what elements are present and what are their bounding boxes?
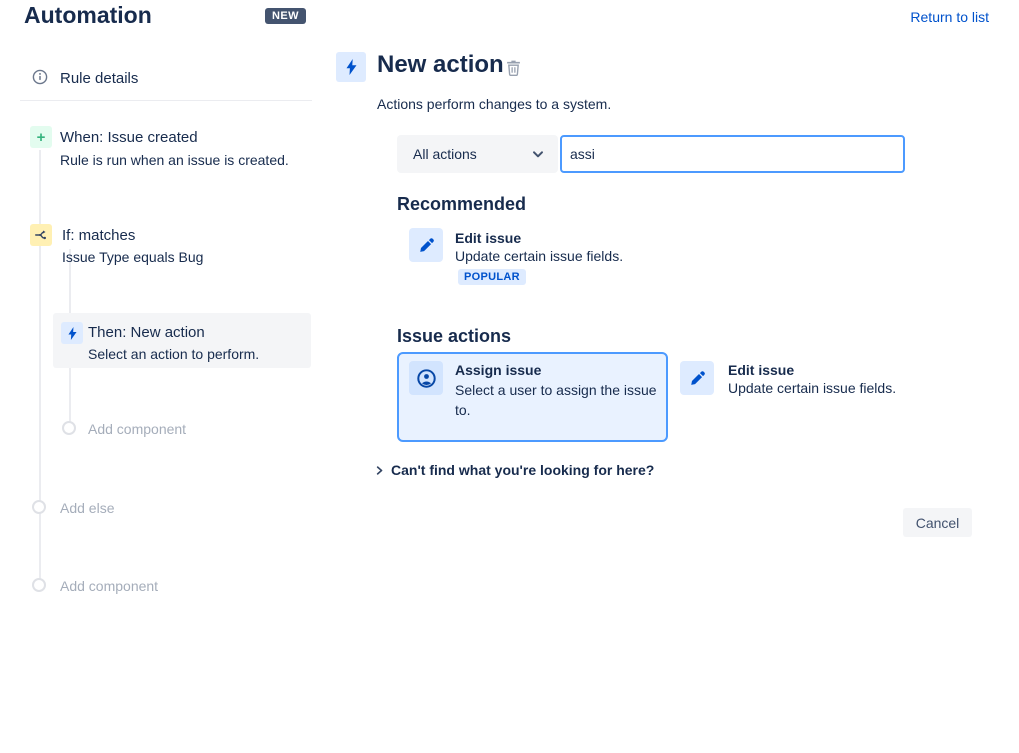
pencil-icon	[409, 228, 443, 262]
cancel-button[interactable]: Cancel	[903, 508, 972, 537]
panel-title: New action	[377, 51, 504, 78]
bolt-icon	[61, 322, 83, 344]
info-icon	[32, 69, 48, 85]
recommended-edit-issue-card[interactable]: Edit issue	[455, 230, 522, 246]
sidebar-item-when-trigger[interactable]: When: Issue created	[60, 129, 198, 146]
plus-icon: +	[30, 126, 52, 148]
dropdown-selected-value: All actions	[413, 146, 477, 162]
assign-issue-description: Select a user to assign the issue to.	[455, 382, 657, 418]
user-circle-icon	[409, 361, 443, 395]
then-action-description: Select an action to perform.	[88, 346, 260, 362]
edit-issue-description: Update certain issue fields.	[728, 380, 897, 396]
page-title: Automation	[24, 2, 152, 28]
assign-issue-title: Assign issue	[455, 362, 542, 378]
when-trigger-description: Rule is run when an issue is created.	[60, 152, 289, 168]
sidebar-item-rule-details[interactable]: Rule details	[60, 70, 139, 87]
sidebar-item-if-condition[interactable]: If: matches	[62, 227, 136, 244]
action-search-input[interactable]	[560, 135, 905, 173]
sidebar-divider	[20, 100, 312, 101]
popular-badge: POPULAR	[458, 269, 526, 285]
recommended-heading: Recommended	[397, 194, 527, 214]
recommended-edit-issue-description: Update certain issue fields.	[455, 248, 624, 264]
then-action-title: Then: New action	[88, 324, 205, 341]
branch-icon	[30, 224, 52, 246]
add-component-circle-icon[interactable]	[62, 421, 76, 435]
edit-issue-card[interactable]: Edit issue	[728, 362, 795, 378]
new-badge: NEW	[265, 8, 306, 24]
action-category-dropdown[interactable]	[397, 135, 558, 173]
issue-actions-heading: Issue actions	[397, 326, 512, 346]
bolt-icon	[336, 52, 366, 82]
add-else-circle-icon[interactable]	[32, 500, 46, 514]
add-component-circle-icon[interactable]	[32, 578, 46, 592]
cant-find-label: Can't find what you're looking for here?	[391, 462, 655, 478]
if-condition-description: Issue Type equals Bug	[62, 249, 204, 265]
pencil-icon	[680, 361, 714, 395]
panel-description: Actions perform changes to a system.	[377, 96, 612, 112]
chevron-down-icon	[530, 146, 546, 162]
return-to-list-link[interactable]: Return to list	[910, 9, 989, 25]
cant-find-disclosure[interactable]	[374, 462, 654, 478]
add-component-nested-button[interactable]: Add component	[88, 421, 187, 437]
chevron-right-icon	[374, 465, 385, 476]
add-else-button[interactable]: Add else	[60, 500, 115, 516]
rule-chain-connector	[39, 150, 41, 580]
add-component-button[interactable]: Add component	[60, 578, 159, 594]
trash-icon[interactable]	[505, 59, 522, 76]
